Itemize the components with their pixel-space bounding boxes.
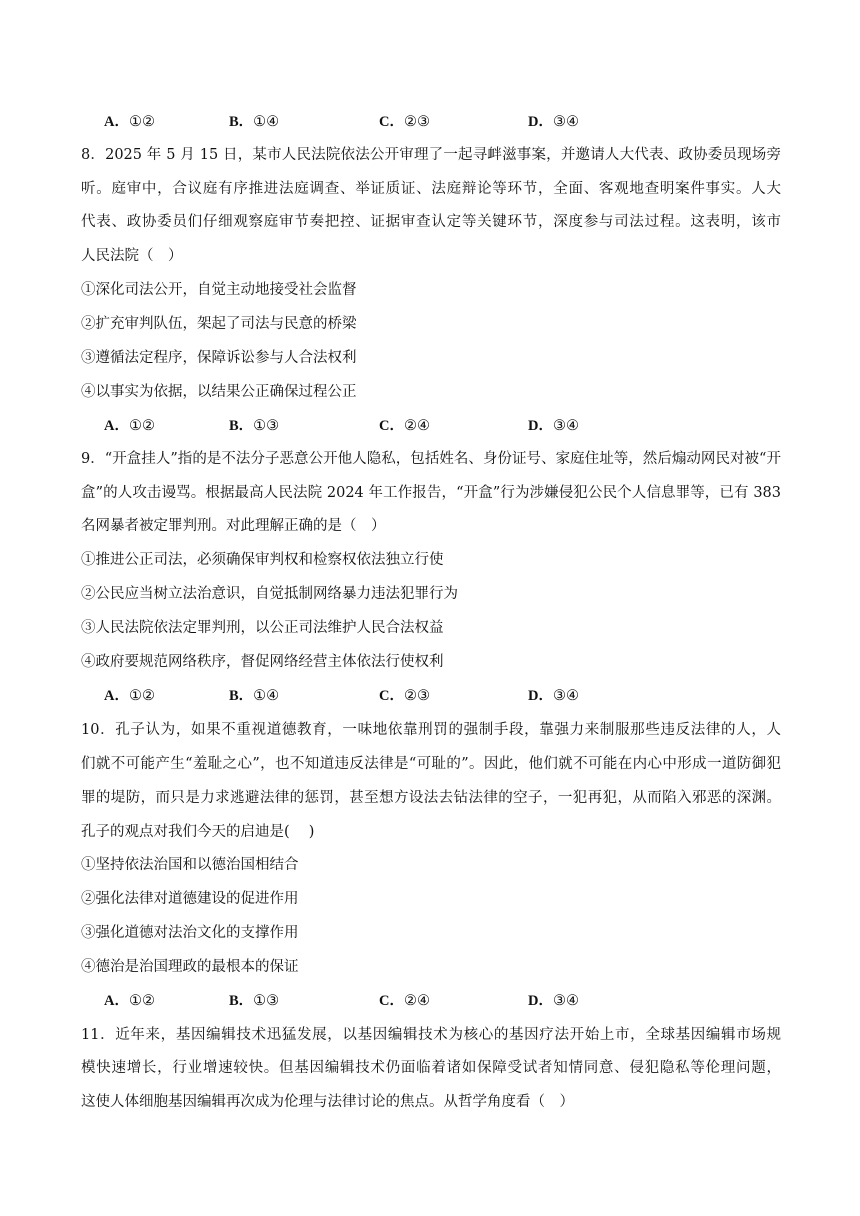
q8-stem-line: 代表、政协委员们仔细观察庭审节奏把控、证据审查认定等关键环节，深度参与司法过程。这表明，该市 — [81, 214, 781, 230]
q10-choice: ②强化法律对道德建设的促进作用 — [81, 891, 299, 907]
q10-stem-line: 罪的堤防，而只是力求逃避法律的惩罚，甚至想方设法去钻法律的空子，一犯再犯，从而陷入邪恶的深渊。 — [81, 790, 781, 806]
q11-stem-line: 11．近年来，基因编辑技术迅猛发展，以基因编辑技术为核心的基因疗法开始上市，全球基因编辑市场规 — [81, 1027, 781, 1043]
q9-stem-line: 名网暴者被定罪判刑。对此理解正确的是（ ） — [81, 518, 386, 534]
q9-choice: ②公民应当树立法治意识，自觉抵制网络暴力违法犯罪行为 — [81, 586, 458, 602]
q9-option-b[interactable]: B．①④ — [229, 688, 280, 704]
q9-choice: ③人民法院依法定罪判刑，以公正司法维护人民合法权益 — [81, 620, 444, 636]
q8-choice: ③遵循法定程序，保障诉讼参与人合法权利 — [81, 350, 357, 366]
q7-option-c[interactable]: C．②③ — [379, 114, 430, 130]
q9-option-c[interactable]: C．②③ — [379, 688, 430, 704]
q7-option-d[interactable]: D．③④ — [528, 114, 579, 130]
q10-choice: ③强化道德对法治文化的支撑作用 — [81, 925, 299, 941]
q9-stem-line: 9．“开盒挂人”指的是不法分子恶意公开他人隐私，包括姓名、身份证号、家庭住址等，然后煽动网民对被“开 — [81, 451, 781, 467]
q10-option-a[interactable]: A．①② — [104, 993, 155, 1009]
q11-stem-line: 模快速增长，行业增速较快。但基因编辑技术仍面临着诸如保障受试者知情同意、侵犯隐私等伦理问题， — [81, 1060, 781, 1076]
q9-option-a[interactable]: A．①② — [104, 688, 155, 704]
q9-choice: ①推进公正司法，必须确保审判权和检察权依法独立行使 — [81, 552, 444, 568]
q10-options — [104, 991, 704, 1011]
q8-option-b[interactable]: B．①③ — [229, 418, 280, 434]
q10-option-b[interactable]: B．①③ — [229, 993, 280, 1009]
q10-stem-line: 们就不可能产生“羞耻之心”，也不知道违反法律是“可耻的”。因此，他们就不可能在内心中形成一道防御犯 — [81, 756, 781, 772]
q8-options — [104, 416, 704, 436]
q10-stem-line: 10．孔子认为，如果不重视道德教育，一味地依靠刑罚的强制手段，靠强力来制服那些违反法律的人，人 — [81, 722, 781, 738]
q9-choice: ④政府要规范网络秩序，督促网络经营主体依法行使权利 — [81, 654, 444, 670]
q10-choice: ①坚持依法治国和以德治国相结合 — [81, 857, 299, 873]
q9-options — [104, 686, 704, 706]
q11-stem-line: 这使人体细胞基因编辑再次成为伦理与法律讨论的焦点。从哲学角度看（ ） — [81, 1094, 574, 1110]
q7-option-a[interactable]: A．①② — [104, 114, 155, 130]
q8-option-a[interactable]: A．①② — [104, 418, 155, 434]
q10-stem-line: 孔子的观点对我们今天的启迪是( ) — [81, 824, 315, 840]
q8-option-d[interactable]: D．③④ — [528, 418, 579, 434]
q8-stem-line: 听。庭审中，合议庭有序推进法庭调查、举证质证、法庭辩论等环节，全面、客观地查明案件事实。人大 — [81, 181, 781, 197]
q8-choice: ②扩充审判队伍，架起了司法与民意的桥梁 — [81, 316, 357, 332]
q7-option-b[interactable]: B．①④ — [229, 114, 280, 130]
q9-stem-line: 盒”的人攻击谩骂。根据最高人民法院 2024 年工作报告，“开盒”行为涉嫌侵犯公民个人信息罪等，已有 383 — [81, 485, 781, 501]
q10-choice: ④德治是治国理政的最根本的保证 — [81, 959, 299, 975]
q8-stem-line: 8．2025 年 5 月 15 日，某市人民法院依法公开审理了一起寻衅滋事案，并邀请人大代表、政协委员现场旁 — [81, 147, 781, 163]
q8-stem-line: 人民法院（ ） — [81, 248, 183, 264]
q10-option-c[interactable]: C．②④ — [379, 993, 430, 1009]
q7-options — [104, 112, 704, 132]
q8-option-c[interactable]: C．②④ — [379, 418, 430, 434]
q9-option-d[interactable]: D．③④ — [528, 688, 579, 704]
q8-choice: ①深化司法公开，自觉主动地接受社会监督 — [81, 282, 357, 298]
q8-choice: ④以事实为依据，以结果公正确保过程公正 — [81, 384, 357, 400]
q10-option-d[interactable]: D．③④ — [528, 993, 579, 1009]
